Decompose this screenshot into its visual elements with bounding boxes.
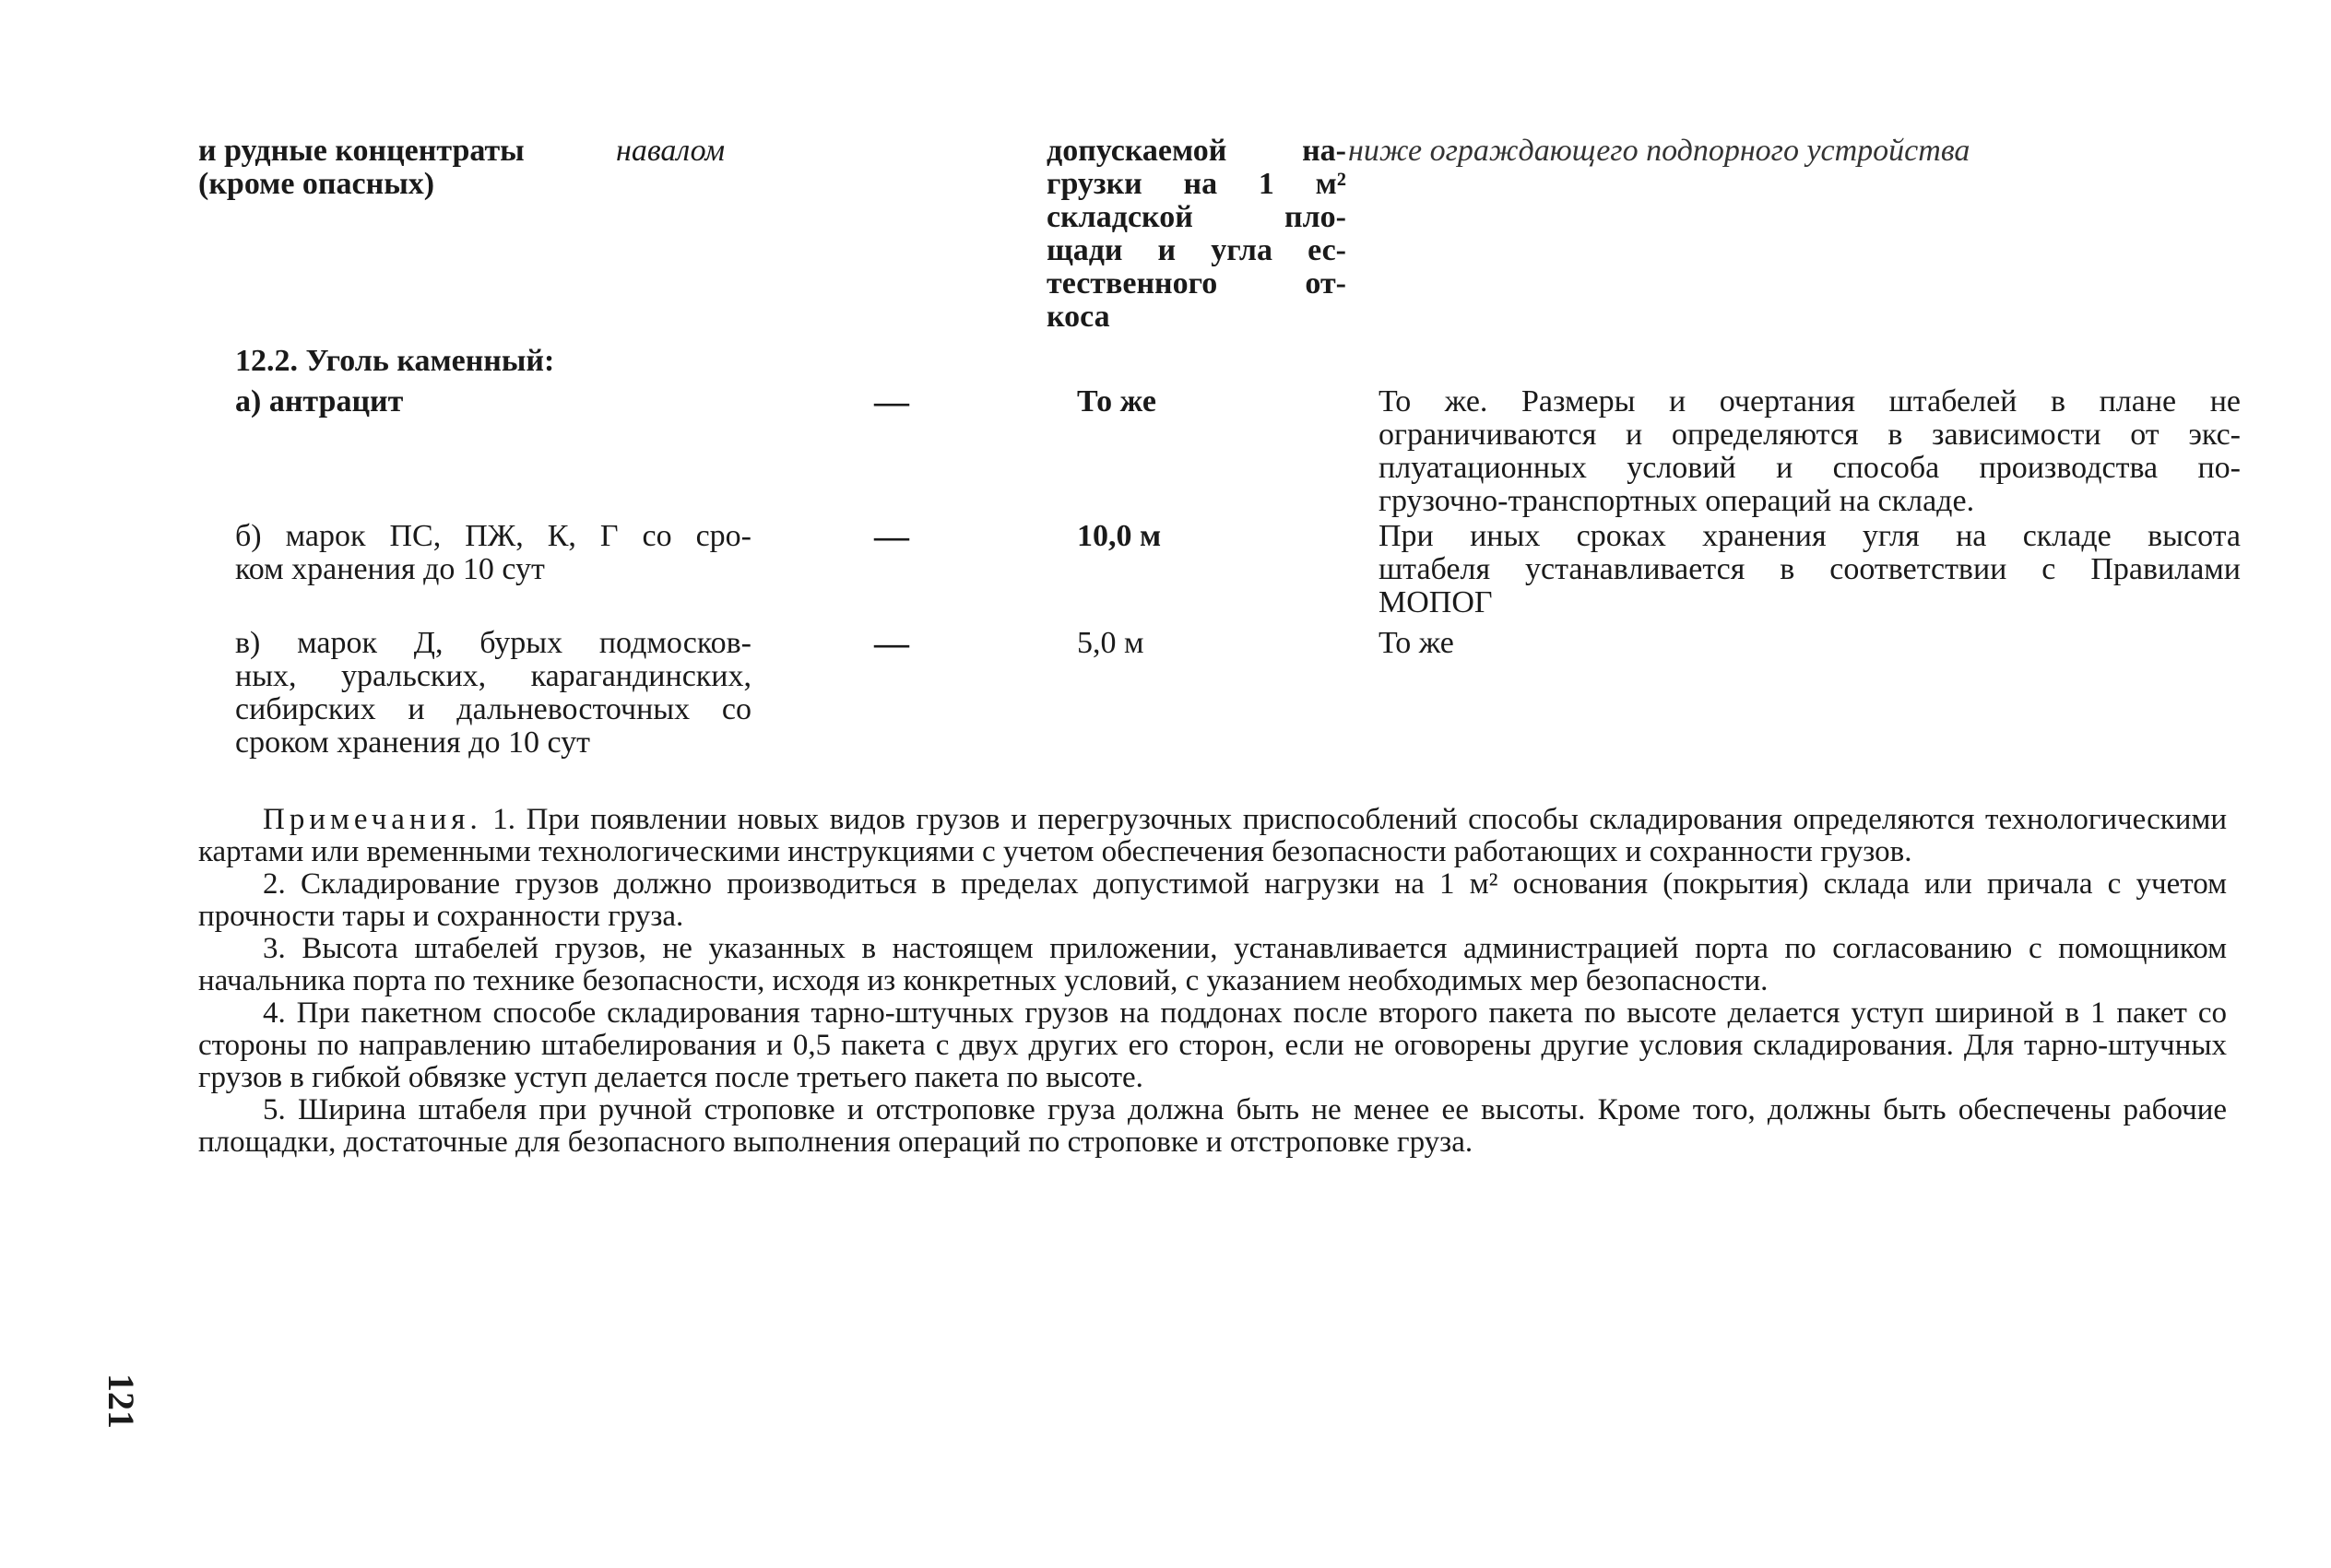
note-line: плуатационных условий и способа производства по-: [1378, 451, 2241, 485]
section-title: 12.2. Уголь каменный:: [235, 344, 555, 378]
storage-method-cell: —: [874, 624, 909, 663]
note-line: ограничиваются и определяются в зависимости от экс-: [1378, 418, 2241, 452]
stack-height-cell: То же: [1077, 384, 1156, 419]
cargo-name-line: сибирских и дальневосточных со: [235, 692, 751, 726]
cargo-name-line: сроком хранения до 10 сут: [235, 725, 590, 760]
height-line: коса: [1047, 300, 1110, 334]
note-cell: [1378, 385, 2241, 518]
note-cell: [1378, 627, 2241, 660]
storage-method-cell: —: [874, 383, 909, 421]
notes-section: [198, 804, 2227, 1159]
stack-height-cell: [1047, 135, 1346, 334]
height-line: грузки на 1 м²: [1047, 167, 1346, 201]
note-line: То же: [1378, 626, 1454, 660]
note-paragraph: 4. При пакетном способе складирования тарно-штучных грузов на поддонах после второго пакета по высоте делается уступ шириной в 1 пакет со стороны по направлению штабелирования и 0,5 пакета с двух других его сторон, если не оговорены другие условия складирования. Для тарно-штучных грузов в гибкой обвязке уступ делается после третьего пакета по высоте.: [198, 996, 2227, 1094]
stack-height-cell: 10,0 м: [1077, 519, 1162, 553]
note-cell: [1378, 520, 2241, 619]
height-line: складской пло-: [1047, 200, 1346, 234]
note-line: То же. Размеры и очертания штабелей в плане не: [1378, 384, 2241, 419]
cargo-name-line: в) марок Д, бурых подмосков-: [235, 626, 751, 660]
note-cell: ниже ограждающего подпорного устройства: [1348, 134, 1970, 168]
note-line: грузочно-транспортных операций на складе.: [1378, 484, 1975, 518]
page-number: 121: [101, 1373, 142, 1429]
storage-method-cell: —: [874, 517, 909, 556]
cargo-name-cell: [235, 627, 751, 760]
note-paragraph: 5. Ширина штабеля при ручной строповке и отстроповке груза должна быть не менее ее высоты. Кроме того, должны быть обеспечены рабочие площадки, достаточные для безопасного выполнения операций по строповке и отстроповке груза.: [198, 1093, 2227, 1159]
cargo-name-line: ком хранения до 10 сут: [235, 552, 545, 586]
storage-method-cell: навалом: [616, 134, 726, 168]
cargo-name-line: а) антрацит: [235, 384, 404, 419]
note-line: МОПОГ: [1378, 585, 1493, 619]
note-paragraph: 3. Высота штабелей грузов, не указанных в настоящем приложении, устанавливается администрацией порта по согласованию с помощником начальника порта по технике безопасности, исходя из конкретных условий, с указанием необходимых мер безопасности.: [198, 932, 2227, 997]
note-line: При иных сроках хранения угля на складе высота: [1378, 519, 2241, 553]
cargo-name-line: б) марок ПС, ПЖ, К, Г со сро-: [235, 519, 751, 553]
note-paragraph: [198, 804, 2227, 868]
cargo-name-line: ных, уральских, карагандинских,: [235, 659, 751, 693]
cargo-name-line: (кроме опасных): [198, 167, 435, 201]
note-paragraph: 2. Складирование грузов должно производиться в пределах допустимой нагрузки на 1 м² основания (покрытия) склада или причала с учетом прочности тары и сохранности груза.: [198, 867, 2227, 933]
stack-height-cell: 5,0 м: [1077, 626, 1144, 660]
cargo-name-cell: [235, 520, 751, 586]
note-text: 1. При появлении новых видов грузов и перегрузочных приспособлений способы складирования определяются технологическими картами или временными технологическими инструкциями с учетом обеспечения безопасности работающих и сохранности грузов.: [198, 803, 2227, 868]
note-line: штабеля устанавливается в соответствии с Правилами: [1378, 552, 2241, 586]
notes-heading: Примечания.: [263, 803, 482, 836]
cargo-name-cell: [198, 135, 595, 201]
height-line: щади и угла ес-: [1047, 233, 1346, 267]
cargo-name-line: и рудные концентраты: [198, 134, 525, 168]
height-line: тественного от-: [1047, 266, 1346, 301]
height-line: допускаемой на-: [1047, 134, 1346, 168]
cargo-name-cell: [235, 385, 751, 419]
